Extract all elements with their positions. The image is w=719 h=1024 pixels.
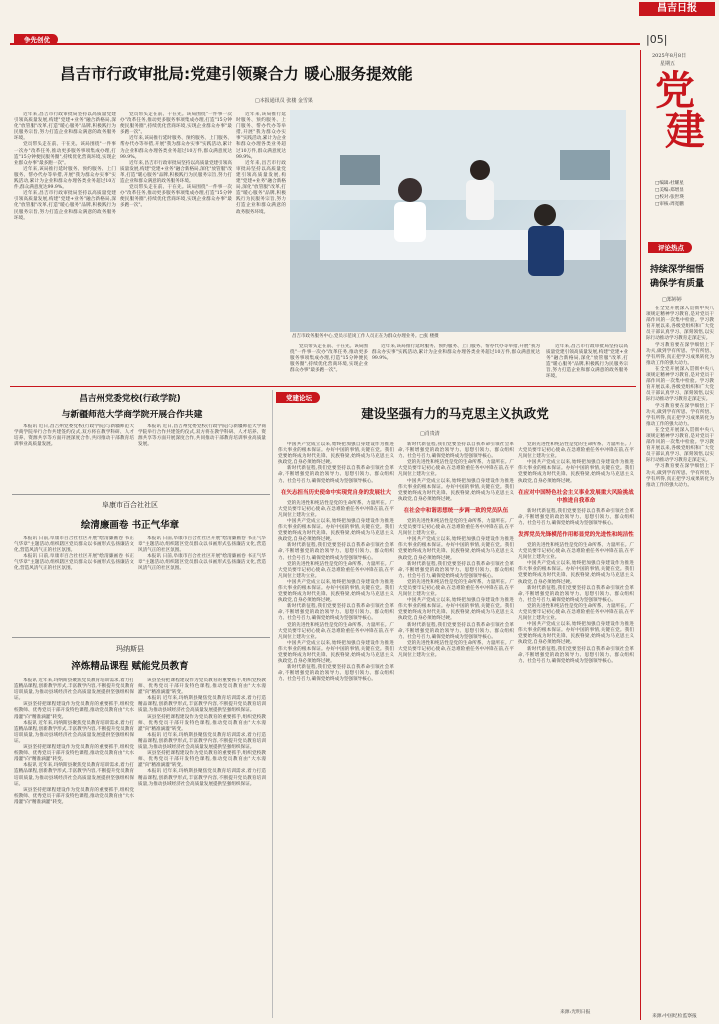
article3-rule bbox=[12, 637, 270, 638]
article2-rule bbox=[12, 494, 270, 495]
commentary-paragraph: 在全党开展深入贯彻中央八项规定精神学习教育,是对党员干部作风的一次集中检验。学习教育开展以来,各级党组织和广大党员干部认真学习、深刻领悟,以实际行动推动学习教育走深走实。 bbox=[646, 306, 714, 342]
header-logo: 昌吉日报 bbox=[639, 2, 715, 16]
sidebar-divider bbox=[640, 50, 641, 1020]
lead-col-2 bbox=[120, 112, 232, 348]
article4-col-1 bbox=[14, 678, 134, 1016]
article2-col-2 bbox=[138, 424, 266, 490]
issue-date: 2025年8月8日 bbox=[652, 53, 687, 59]
forum-paragraph: 党的先进性和纯洁性是党的生命所系、力量所在。广大党员要牢记初心使命,在急难险重任务中冲锋在前,在平凡岗位上建功立业。 bbox=[518, 442, 634, 460]
forum-paragraph: 新时代新征程,我们党要坚持以自我革命引领社会革命,不断增强党的政治领导力、思想引领力、群众组织力、社会号召力,确保党始终成为坚强领导核心。 bbox=[518, 508, 634, 526]
article4-paragraph: 本报讯 近年来,玛纳斯县聚焦党员教育培训需求,着力打造精品课程,创新教学形式,丰富教学内容,不断提升党员教育培训质量,为推动县域经济社会高质量发展提供坚强组织保证。 bbox=[14, 720, 134, 744]
lead-paragraph: 近年来,该局推行延时服务、预约服务、上门服务、帮办代办等举措,开展"我为群众办实事"实践活动,累计为企业和群众办理各类业务超过10万件,群众满意度达99.9%。 bbox=[236, 112, 286, 160]
forum-paragraph: 党的先进性和纯洁性是党的生命所系、力量所在。广大党员要牢记初心使命,在急难险重任务中冲锋在前,在平凡岗位上建功立业。 bbox=[398, 640, 514, 658]
article4-paragraph: 本报讯 近年来,玛纳斯县聚焦党员教育培训需求,着力打造精品课程,创新教学形式,丰富教学内容,不断提升党员教育培训质量,为推动县域经济社会高质量发展提供坚强组织保证。 bbox=[138, 732, 266, 751]
forum-paragraph: 新时代新征程,我们党要坚持以自我革命引领社会革命,不断增强党的政治领导力、思想引领力、群众组织力、社会号召力,确保党始终成为坚强领导核心。 bbox=[398, 622, 514, 640]
article4-paragraph: 该县坚持把课程建设作为党员教育的重要抓手,组织党校教师、优秀党员干部开发特色课程,推动党员教育由"大水漫灌"向"精准滴灌"转变。 bbox=[14, 787, 134, 805]
lead-paragraph: 近年来,昌吉市行政审批局坚持以高质量党建引领高质量发展,构建"党建+业务"融合新格局,深化"放管服"改革,打造"暖心服务"品牌,积极践行为民服务宗旨,努力打造企业和群众满意的政务服务环境。 bbox=[546, 344, 628, 380]
article4-paragraph: 该县坚持把课程建设作为党员教育的重要抓手,组织党校教师、优秀党员干部开发特色课程,推动党员教育由"大水漫灌"向"精准滴灌"转变。 bbox=[14, 702, 134, 720]
forum-title: 建设坚强有力的马克思主义执政党 bbox=[361, 406, 549, 421]
forum-paragraph: 新时代新征程,我们党要坚持以自我革命引领社会革命,不断增强党的政治领导力、思想引领力、群众组织力、社会号召力,确保党始终成为坚强领导核心。 bbox=[278, 543, 394, 561]
forum-paragraph: 党的先进性和纯洁性是党的生命所系、力量所在。广大党员要牢记初心使命,在急难险重任务中冲锋在前,在平凡岗位上建功立业。 bbox=[518, 542, 634, 561]
commentary-byline: □郑婷婷 bbox=[662, 297, 682, 303]
forum-paragraph: 中国共产党成立以来,始终把加强自身建设作为推进伟大事业的根本保证。办好中国的事情,关键在党。我们党要始终成为时代先锋、民族脊梁,始终成为马克思主义执政党,自身必须始终过硬。 bbox=[398, 598, 514, 622]
lead-paragraph: 近年来,该局推行延时服务、预约服务、上门服务、帮办代办等举措,开展"我为群众办实事"实践活动,累计为企业和群众办理各类业务超过10万件,群众满意度达99.9%。 bbox=[120, 136, 232, 160]
article3-paragraph: 本报讯 日前,阜康市百合社社区开展"绘清廉画卷 书正气华章"主题活动,组织辖区党员群众以书画形式弘扬廉洁文化,营造风清气正的社区氛围。 bbox=[14, 536, 134, 554]
article2-title-2: 与新疆师范大学商学院开展合作共建 bbox=[61, 410, 203, 420]
article4-paragraph: 本报讯 近年来,玛纳斯县聚焦党员教育培训需求,着力打造精品课程,创新教学形式,丰富教学内容,不断提升党员教育培训质量,为推动县域经济社会高质量发展提供坚强组织保证。 bbox=[14, 678, 134, 702]
forum-paragraph: 新时代新征程,我们党要坚持以自我革命引领社会革命,不断增强党的政治领导力、思想引领力、群众组织力、社会号召力,确保党始终成为坚强领导核心。 bbox=[518, 585, 634, 603]
forum-paragraph: 新时代新征程,我们党要坚持以自我革命引领社会革命,不断增强党的政治领导力、思想引领力、群众组织力、社会号召力,确保党始终成为坚强领导核心。 bbox=[278, 604, 394, 622]
article4-paragraph: 该县坚持把课程建设作为党员教育的重要抓手,组织党校教师、优秀党员干部开发特色课程,推动党员教育由"大水漫灌"向"精准滴灌"转变。 bbox=[14, 745, 134, 763]
lead-paragraph: 近年来,昌吉市行政审批局坚持以高质量党建引领高质量发展,构建"党建+业务"融合新格局,深化"放管服"改革,打造"暖心服务"品牌,积极践行为民服务宗旨,努力打造企业和群众满意的政务服务环境。 bbox=[14, 191, 116, 221]
sidebar-char-dang: 党 bbox=[655, 67, 695, 114]
forum-paragraph: 新时代新征程,我们党要坚持以自我革命引领社会革命,不断增强党的政治领导力、思想引领力、群众组织力、社会号召力,确保党始终成为坚强领导核心。 bbox=[278, 466, 394, 484]
editor-line: □审核:周宽鹏 bbox=[655, 202, 684, 207]
forum-paragraph: 党的先进性和纯洁性是党的生命所系、力量所在。广大党员要牢记初心使命,在急难险重任务中冲锋在前,在平凡岗位上建功立业。 bbox=[278, 622, 394, 640]
forum-paragraph: 新时代新征程,我们党要坚持以自我革命引领社会革命,不断增强党的政治领导力、思想引领力、群众组织力、社会号召力,确保党始终成为坚强领导核心。 bbox=[518, 646, 634, 664]
forum-subhead: 在应对中国特色社会主义事业发展重大风险挑战中推进自我革命 bbox=[518, 489, 634, 504]
article4-paragraph: 该县坚持把课程建设作为党员教育的重要抓手,组织党校教师、优秀党员干部开发特色课程,推动党员教育由"大水漫灌"向"精准滴灌"转变。 bbox=[138, 751, 266, 769]
forum-paragraph: 中国共产党成立以来,始终把加强自身建设作为推进伟大事业的根本保证。办好中国的事情,关键在党。我们党要始终成为时代先锋、民族脊梁,始终成为马克思主义执政党,自身必须始终过硬。 bbox=[278, 518, 394, 543]
editor-line: □美编:郑增显 bbox=[655, 188, 684, 193]
forum-paragraph: 中国共产党成立以来,始终把加强自身建设作为推进伟大事业的根本保证。办好中国的事情,关键在党。我们党要始终成为时代先锋、民族脊梁,始终成为马克思主义执政党,自身必须始终过硬。 bbox=[518, 561, 634, 585]
commentary-paragraph: 学习教育要在深学细悟上下功夫,做到学有所思、学有所悟、学有所得,真正把学习成果转化为推动工作的强大动力。 bbox=[646, 403, 714, 427]
forum-paragraph: 党的先进性和纯洁性是党的生命所系、力量所在。广大党员要牢记初心使命,在急难险重任务中冲锋在前,在平凡岗位上建功立业。 bbox=[278, 561, 394, 579]
forum-subhead: 发挥党员先锋模范作用彰显党的先进性和纯洁性 bbox=[518, 531, 634, 538]
issue-weekday: 星期五 bbox=[660, 61, 676, 67]
forum-col-2 bbox=[398, 442, 514, 1016]
lead-col-3 bbox=[236, 112, 286, 348]
article4-col-2 bbox=[138, 678, 266, 1016]
article3-title: 绘清廉画卷 书正气华章 bbox=[80, 520, 180, 531]
article4-paragraph: 该县坚持把课程建设作为党员教育的重要抓手,组织党校教师、优秀党员干部开发特色课程,推动党员教育由"大水漫灌"向"精准滴灌"转变。 bbox=[138, 714, 266, 732]
lead-paragraph: 近年来,昌吉市行政审批局坚持以高质量党建引领高质量发展,构建"党建+业务"融合新格局,深化"放管服"改革,打造"暖心服务"品牌,积极践行为民服务宗旨,努力打造企业和群众满意的政务服务环境。 bbox=[14, 112, 116, 142]
forum-byline: □肖贵清 bbox=[420, 431, 440, 437]
lead-bottom-rule bbox=[10, 386, 636, 387]
forum-paragraph: 党的先进性和纯洁性是党的生命所系、力量所在。广大党员要牢记初心使命,在急难险重任务中冲锋在前,在平凡岗位上建功立业。 bbox=[398, 579, 514, 598]
forum-paragraph: 新时代新征程,我们党要坚持以自我革命引领社会革命,不断增强党的政治领导力、思想引领力、群众组织力、社会号召力,确保党始终成为坚强领导核心。 bbox=[398, 561, 514, 579]
lead-paragraph: 近年来,该局推行延时服务、预约服务、上门服务、帮办代办等举措,开展"我为群众办实事"实践活动,累计为企业和群众办理各类业务超过10万件,群众满意度达99.9%。 bbox=[372, 344, 540, 362]
commentary-title-1: 持续深学细悟 bbox=[650, 265, 705, 275]
lead-photo-image bbox=[290, 110, 626, 332]
article3-col-1 bbox=[14, 536, 134, 632]
lead-paragraph: 党员带头走在前、干在先。该局围绕"一件事一次办"改革任务,推动更多服务事项集成办理,打造"15分钟便民服务圈",持续优化营商环境,实现企业群众办事"最多跑一次"。 bbox=[120, 185, 232, 209]
article4-paragraph: 该县坚持把课程建设作为党员教育的重要抓手,组织党校教师、优秀党员干部开发特色课程,推动党员教育由"大水漫灌"向"精准滴灌"转变。 bbox=[138, 678, 266, 696]
editor-list bbox=[655, 180, 684, 208]
lead-photo bbox=[290, 110, 626, 332]
lead-col-1 bbox=[14, 112, 116, 348]
lead-paragraph: 党员带头走在前、干在先。该局围绕"一件事一次办"改革任务,推动更多服务事项集成办理,打造"15分钟便民服务圈",持续优化营商环境,实现企业群众办事"最多跑一次"。 bbox=[290, 344, 368, 374]
article3-dateline: 阜康市百合社社区 bbox=[102, 501, 158, 509]
sidebar-char-jian: 建 bbox=[665, 107, 705, 154]
commentary-paragraph: 在全党开展深入贯彻中央八项规定精神学习教育,是对党员干部作风的一次集中检验。学习教育开展以来,各级党组织和广大党员干部认真学习、深刻领悟,以实际行动推动学习教育走深走实。 bbox=[646, 366, 714, 403]
article4-paragraph: 本报讯 近年来,玛纳斯县聚焦党员教育培训需求,着力打造精品课程,创新教学形式,丰富教学内容,不断提升党员教育培训质量,为推动县域经济社会高质量发展提供坚强组织保证。 bbox=[138, 769, 266, 787]
lead-headline: 昌吉市行政审批局:党建引领聚合力 暖心服务提效能 bbox=[60, 65, 413, 83]
article3-paragraph: 本报讯 日前,阜康市百合社社区开展"绘清廉画卷 书正气华章"主题活动,组织辖区党员群众以书画形式弘扬廉洁文化,营造风清气正的社区氛围。 bbox=[14, 554, 134, 572]
article2-paragraph: 本报讯 近日,昌吉州党委党校(行政学院)与新疆师范大学商学院举行合作共建签约仪式,双方将在教学科研、人才培养、资源共享等方面开展深度合作,共同推动干部教育培训事业高质量发展。 bbox=[138, 424, 266, 448]
lead-paragraph: 近年来,该局推行延时服务、预约服务、上门服务、帮办代办等举措,开展"我为群众办实事"实践活动,累计为企业和群众办理各类业务超过10万件,群众满意度达99.9%。 bbox=[14, 166, 116, 191]
commentary-paragraph: 学习教育要在深学细悟上下功夫,做到学有所思、学有所悟、学有所得,真正把学习成果转化为推动工作的强大动力。 bbox=[646, 464, 714, 488]
forum-subhead: 在矢志担当历史使命中实现党自身的发展壮大 bbox=[280, 489, 391, 496]
article2-paragraph: 本报讯 近日,昌吉州党委党校(行政学院)与新疆师范大学商学院举行合作共建签约仪式,双方将在教学科研、人才培养、资源共享等方面开展深度合作,共同推动干部教育培训事业高质量发展。 bbox=[14, 424, 134, 448]
article3-col-2 bbox=[138, 536, 266, 632]
lead-col-5 bbox=[372, 344, 540, 384]
lead-col-4 bbox=[290, 344, 368, 384]
article4-paragraph: 本报讯 近年来,玛纳斯县聚焦党员教育培训需求,着力打造精品课程,创新教学形式,丰富教学内容,不断提升党员教育培训质量,为推动县域经济社会高质量发展提供坚强组织保证。 bbox=[14, 763, 134, 787]
editor-line: □校对:张世瑛 bbox=[655, 195, 684, 200]
forum-paragraph: 中国共产党成立以来,始终把加强自身建设作为推进伟大事业的根本保证。办好中国的事情,关键在党。我们党要始终成为时代先锋、民族脊梁,始终成为马克思主义执政党,自身必须始终过硬。 bbox=[398, 537, 514, 561]
commentary-paragraph: 学习教育要在深学细悟上下功夫,做到学有所思、学有所悟、学有所得,真正把学习成果转化为推动工作的强大动力。 bbox=[646, 342, 714, 366]
forum-paragraph: 中国共产党成立以来,始终把加强自身建设作为推进伟大事业的根本保证。办好中国的事情,关键在党。我们党要始终成为时代先锋、民族脊梁,始终成为马克思主义执政党,自身必须始终过硬。 bbox=[278, 579, 394, 604]
section-tag-top: 争先创优 bbox=[14, 34, 58, 45]
lead-byline: □本报通讯员 张楼 金雪果 bbox=[255, 98, 313, 104]
forum-col-3 bbox=[518, 442, 634, 1006]
editor-line: □编辑:杜耀星 bbox=[655, 181, 684, 186]
forum-paragraph: 党的先进性和纯洁性是党的生命所系、力量所在。广大党员要牢记初心使命,在急难险重任务中冲锋在前,在平凡岗位上建功立业。 bbox=[278, 500, 394, 518]
article4-paragraph: 本报讯 近年来,玛纳斯县聚焦党员教育培训需求,着力打造精品课程,创新教学形式,丰富教学内容,不断提升党员教育培训质量,为推动县域经济社会高质量发展提供坚强组织保证。 bbox=[138, 696, 266, 714]
forum-paragraph: 新时代新征程,我们党要坚持以自我革命引领社会革命,不断增强党的政治领导力、思想引领力、群众组织力、社会号召力,确保党始终成为坚强领导核心。 bbox=[278, 665, 394, 683]
commentary-title-2: 确保学有质量 bbox=[650, 279, 705, 289]
lead-paragraph: 近年来,昌吉市行政审批局坚持以高质量党建引领高质量发展,构建"党建+业务"融合新格局,深化"放管服"改革,打造"暖心服务"品牌,积极践行为民服务宗旨,努力打造企业和群众满意的政务服务环境。 bbox=[236, 160, 286, 215]
lead-paragraph: 党员带头走在前、干在先。该局围绕"一件事一次办"改革任务,推动更多服务事项集成办理,打造"15分钟便民服务圈",持续优化营商环境,实现企业群众办事"最多跑一次"。 bbox=[120, 112, 232, 136]
lead-paragraph: 党员带头走在前、干在先。该局围绕"一件事一次办"改革任务,推动更多服务事项集成办理,打造"15分钟便民服务圈",持续优化营商环境,实现企业群众办事"最多跑一次"。 bbox=[14, 142, 116, 166]
lead-paragraph: 近年来,昌吉市行政审批局坚持以高质量党建引领高质量发展,构建"党建+业务"融合新格局,深化"放管服"改革,打造"暖心服务"品牌,积极践行为民服务宗旨,努力打造企业和群众满意的政务服务环境。 bbox=[120, 160, 232, 185]
commentary-source: 来源:中国纪检监察报 bbox=[652, 1014, 697, 1019]
forum-paragraph: 党的先进性和纯洁性是党的生命所系、力量所在。广大党员要牢记初心使命,在急难险重任务中冲锋在前,在平凡岗位上建功立业。 bbox=[518, 603, 634, 622]
page-number: |05| bbox=[646, 33, 668, 46]
commentary-paragraph: 在全党开展深入贯彻中央八项规定精神学习教育,是对党员干部作风的一次集中检验。学习教育开展以来,各级党组织和广大党员干部认真学习、深刻领悟,以实际行动推动学习教育走深走实。 bbox=[646, 427, 714, 464]
left-column-divider bbox=[272, 390, 273, 1018]
article4-dateline: 玛纳斯县 bbox=[116, 645, 144, 653]
commentary-body bbox=[646, 306, 714, 1011]
forum-paragraph: 中国共产党成立以来,始终把加强自身建设作为推进伟大事业的根本保证。办好中国的事情,关键在党。我们党要始终成为时代先锋、民族脊梁,始终成为马克思主义执政党,自身必须始终过硬。 bbox=[278, 442, 394, 466]
forum-paragraph: 中国共产党成立以来,始终把加强自身建设作为推进伟大事业的根本保证。办好中国的事情,关键在党。我们党要始终成为时代先锋、民族脊梁,始终成为马克思主义执政党,自身必须始终过硬。 bbox=[278, 640, 394, 665]
article2-title-1: 昌吉州党委党校(行政学院) bbox=[79, 394, 181, 404]
forum-paragraph: 党的先进性和纯洁性是党的生命所系、力量所在。广大党员要牢记初心使命,在急难险重任务中冲锋在前,在平凡岗位上建功立业。 bbox=[398, 518, 514, 537]
forum-col-1 bbox=[278, 442, 394, 1016]
forum-paragraph: 中国共产党成立以来,始终把加强自身建设作为推进伟大事业的根本保证。办好中国的事情,关键在党。我们党要始终成为时代先锋、民族脊梁,始终成为马克思主义执政党,自身必须始终过硬。 bbox=[518, 622, 634, 646]
top-rule bbox=[10, 43, 640, 45]
article4-title: 淬炼精品课程 赋能党员教育 bbox=[71, 661, 189, 672]
forum-subhead: 在社会中和谐思想统一步调一致的党员队伍 bbox=[403, 507, 509, 514]
forum-paragraph: 党的先进性和纯洁性是党的生命所系、力量所在。广大党员要牢记初心使命,在急难险重任务中冲锋在前,在平凡岗位上建功立业。 bbox=[398, 460, 514, 478]
forum-paragraph: 中国共产党成立以来,始终把加强自身建设作为推进伟大事业的根本保证。办好中国的事情,关键在党。我们党要始终成为时代先锋、民族脊梁,始终成为马克思主义执政党,自身必须始终过硬。 bbox=[518, 460, 634, 484]
article3-paragraph: 本报讯 日前,阜康市百合社社区开展"绘清廉画卷 书正气华章"主题活动,组织辖区党员群众以书画形式弘扬廉洁文化,营造风清气正的社区氛围。 bbox=[138, 536, 266, 554]
forum-paragraph: 新时代新征程,我们党要坚持以自我革命引领社会革命,不断增强党的政治领导力、思想引领力、群众组织力、社会号召力,确保党始终成为坚强领导核心。 bbox=[398, 442, 514, 460]
section-tag-comment: 评论热点 bbox=[648, 242, 692, 253]
article2-col-1 bbox=[14, 424, 134, 490]
forum-paragraph: 中国共产党成立以来,始终把加强自身建设作为推进伟大事业的根本保证。办好中国的事情,关键在党。我们党要始终成为时代先锋、民族脊梁,始终成为马克思主义执政党,自身必须始终过硬。 bbox=[398, 478, 514, 502]
section-tag-forum: 党建论坛 bbox=[276, 392, 320, 403]
forum-source: 来源:光明日报 bbox=[560, 1010, 591, 1015]
article3-paragraph: 本报讯 日前,阜康市百合社社区开展"绘清廉画卷 书正气华章"主题活动,组织辖区党员群众以书画形式弘扬廉洁文化,营造风清气正的社区氛围。 bbox=[138, 554, 266, 572]
lead-photo-caption: 昌吉市政务服务中心,党员示范岗工作人员正在为群众办理业务。□张 楼摄 bbox=[292, 334, 439, 339]
lead-col-6 bbox=[546, 344, 628, 384]
